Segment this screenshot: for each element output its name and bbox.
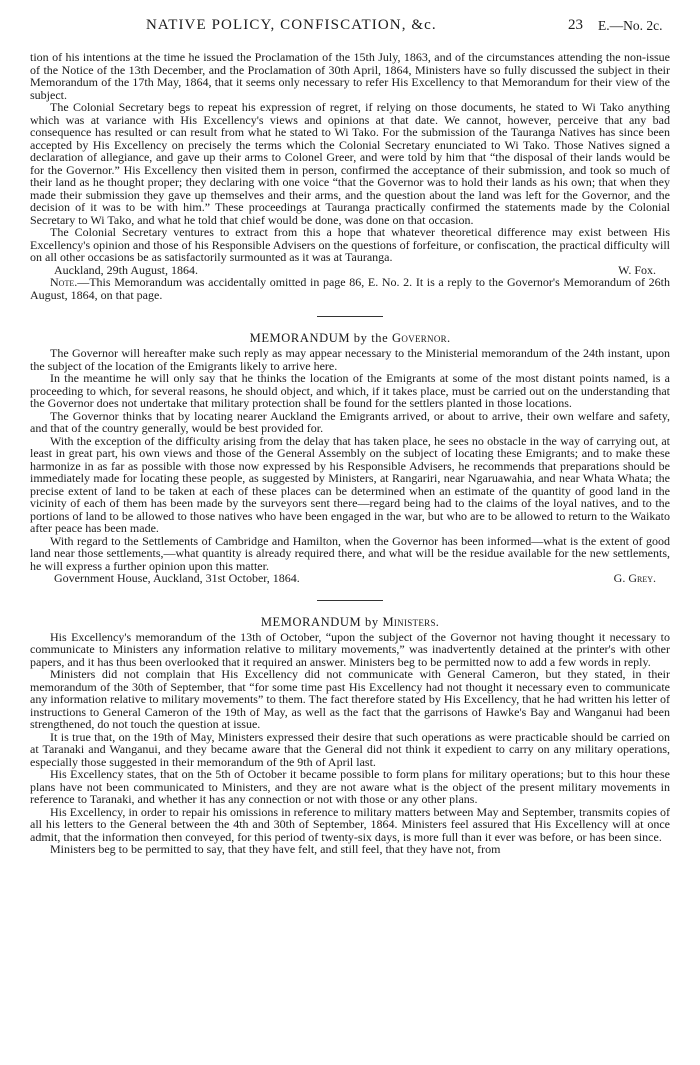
footnote xyxy=(30,276,670,301)
paragraph: With the exception of the difficulty arising from the delay that has taken place, he sees no obstacle in the way of carrying out, at least in great part, his own views and those of the General Assembly on the subject of locating these Emigrants; and to make these harmonize in as far as possible with those now expressed by his Responsible Advisers, he recommends that preparations should be immediately made for locating these people, as suggested by Ministers, at Rangariri, near Ngaruawahia, and near Whata Whata; the precise extent of land to be taken at each of these places can be determined when an estimate of the quantity of good land in the vicinity of each of them has been made by the surveyors sent there—regard being had to the claims of the loyal natives, and to the portions of land to be allowed to those natives who have been engaged in the war, but who are to be allowed to return to the Waikato after peace has been made. xyxy=(30,433,670,535)
memo-heading-main: MEMORANDUM by xyxy=(260,614,379,629)
governor-memorandum xyxy=(30,332,670,585)
paragraph: tion of his intentions at the time he issued the Proclamation of the 15th July, 1863, and of the circumstances attending the non-issue of the Notice of the 13th December, and the Proclamation of 30th April, 1864, Ministers have so fully discussed the subject in their Memorandum of the 17th May, 1864, that it seems only necessary to refer His Excellency to that Memorandum for their view of the subject. xyxy=(30,50,670,102)
colonial-secretary-memo-continuation xyxy=(30,51,670,301)
signature: G. Grey. xyxy=(613,571,656,585)
paragraph: His Excellency states, that on the 5th of October it became possible to form plans for military operations; but to this hour these plans have not been communicated to Ministers, and they are not aware what is the object of the present military movements in reference to Taranaki, and whether it has any connection or not with those or any other plans. xyxy=(30,767,670,806)
note-label: Note. xyxy=(50,275,78,289)
paragraph: The Colonial Secretary ventures to extract from this a hope that whatever theoretical difference may exist between His Excellency's opinion and those of his Responsible Advisers on the questions of forfeiture, or confiscation, the practical difficulty will on all other occasions be as satisfactorily surmounted as it was at Tauranga. xyxy=(30,225,670,264)
paragraph: The Colonial Secretary begs to repeat his expression of regret, if relying on those documents, he stated to Wi Tako anything which was at variance with His Excellency's views and opinions at that date. We cannot, however, perceive that any bad consequence has resulted or can result from what he stated to Wi Tako. For the submission of the Tauranga Natives has since been accepted by His Excellency on precisely the terms which the Colonial Secretary enunciated to Wi Tako. Those Natives signed a declaration of allegiance, and gave up their arms to Colonel Greer, and were told by him that “the disposal of their lands would be for the Governor.” His Excellency then visited them in person, confirmed the acceptance of their submission, and took so much of their land as he thought proper; they declaring with one voice “that the Governor was to hold their lands as his own; that when they made their submission they gave up themselves and their arms, and the question about the land was left for the Governor, and the decision of it was to be with him.” These proceedings at Tauranga practically confirmed the statements made by the Colonial Secretary to Wi Tako, and what he told that chief would be done, was done on that occasion. xyxy=(30,100,670,227)
section-divider xyxy=(317,316,383,317)
paragraph: With regard to the Settlements of Cambridge and Hamilton, when the Governor has been informed—what is the extent of good land near those settlements,—what quantity is already required there, and what will be the residue available for the new settlements, he will express a further opinion upon this matter. xyxy=(30,533,670,573)
ministers-memorandum xyxy=(30,616,670,856)
paragraph: The Governor thinks that by locating nearer Auckland the Emigrants arrived, or about to arrive, their own welfare and safety, and that of the country generally, would be best provided for. xyxy=(30,408,670,435)
running-title: NATIVE POLICY, CONFISCATION, &c. xyxy=(146,17,437,33)
page-body xyxy=(30,51,670,856)
memo-heading-main: MEMORANDUM by the xyxy=(249,331,389,345)
paragraph: It is true that, on the 19th of May, Ministers expressed their desire that such operations as were practicable should be carried on at Taranaki and Wanganui, and they became aware that the General did not think it expedient to carry on any military operations, especially those suggested in their memorandum of the 9th of April last. xyxy=(30,729,670,769)
memo-heading xyxy=(30,332,670,345)
note-text: —This Memorandum was accidentally omitted in page 86, E. No. 2. It is a reply to the Governor's Memorandum of 26th August, 1864, on that page. xyxy=(30,275,670,302)
memo-heading-author: Ministers. xyxy=(382,614,440,629)
place-date: Government House, Auckland, 31st October, 1864. xyxy=(54,571,300,585)
paragraph: Ministers beg to be permitted to say, that they have felt, and still feel, that they have not, from xyxy=(50,842,501,856)
paragraph: His Excellency, in order to repair his omissions in reference to military matters between May and September, transmits copies of all his letters to the General between the 4th and 30th of September, 1864. Ministers feel assured that His Excellency will at once admit, that the information then conveyed, for this period of twenty-six days, is more full than it ever was before, or has been since. xyxy=(30,804,670,844)
section-divider xyxy=(317,600,383,601)
memo-heading xyxy=(30,616,670,629)
page-number: 23 xyxy=(568,17,583,33)
page-header xyxy=(0,17,700,37)
memo-heading-author: Governor. xyxy=(392,331,451,345)
paragraph: In the meantime he will only say that he thinks the location of the Emigrants at some of the most distant points named, is a proceeding to which, for several reasons, he should object, and which, if it takes place, must be carried out on the understanding that the Governor does not undertake that military protection shall be found for the settlers planted in those locations. xyxy=(30,371,670,410)
paragraph: The Governor will hereafter make such reply as may appear necessary to the Ministerial memorandum of the 24th instant, upon the subject of the location of the Emigrants likely to arrive here. xyxy=(30,346,670,373)
document-reference: E.—No. 2c. xyxy=(598,18,663,33)
signature: W. Fox. xyxy=(618,262,656,277)
paragraph: His Excellency's memorandum of the 13th of October, “upon the subject of the Governor not having thought it necessary to communicate to Ministers any information relative to military movements,” was inadvertently detained at the printer's with other papers, and it has thus been overlooked that it required an answer. Ministers beg to be permitted now to add a few words in reply. xyxy=(30,629,670,669)
place-date: Auckland, 29th August, 1864. xyxy=(54,262,198,277)
signature-line xyxy=(30,572,670,585)
paragraph: Ministers did not complain that His Excellency did not communicate with General Cameron, but they stated, in their memorandum of the 30th of September, that “for some time past His Excellency had not thought it necessary even to communicate any information relative to military movements” to them. The fact therefore stated by His Excellency, that he had written his letter of instructions to General Cameron of the 19th of May, as well as the fact that the garrisons of Hawke's Bay and Wanganui had been strengthened, do not touch the question at issue. xyxy=(30,667,670,731)
